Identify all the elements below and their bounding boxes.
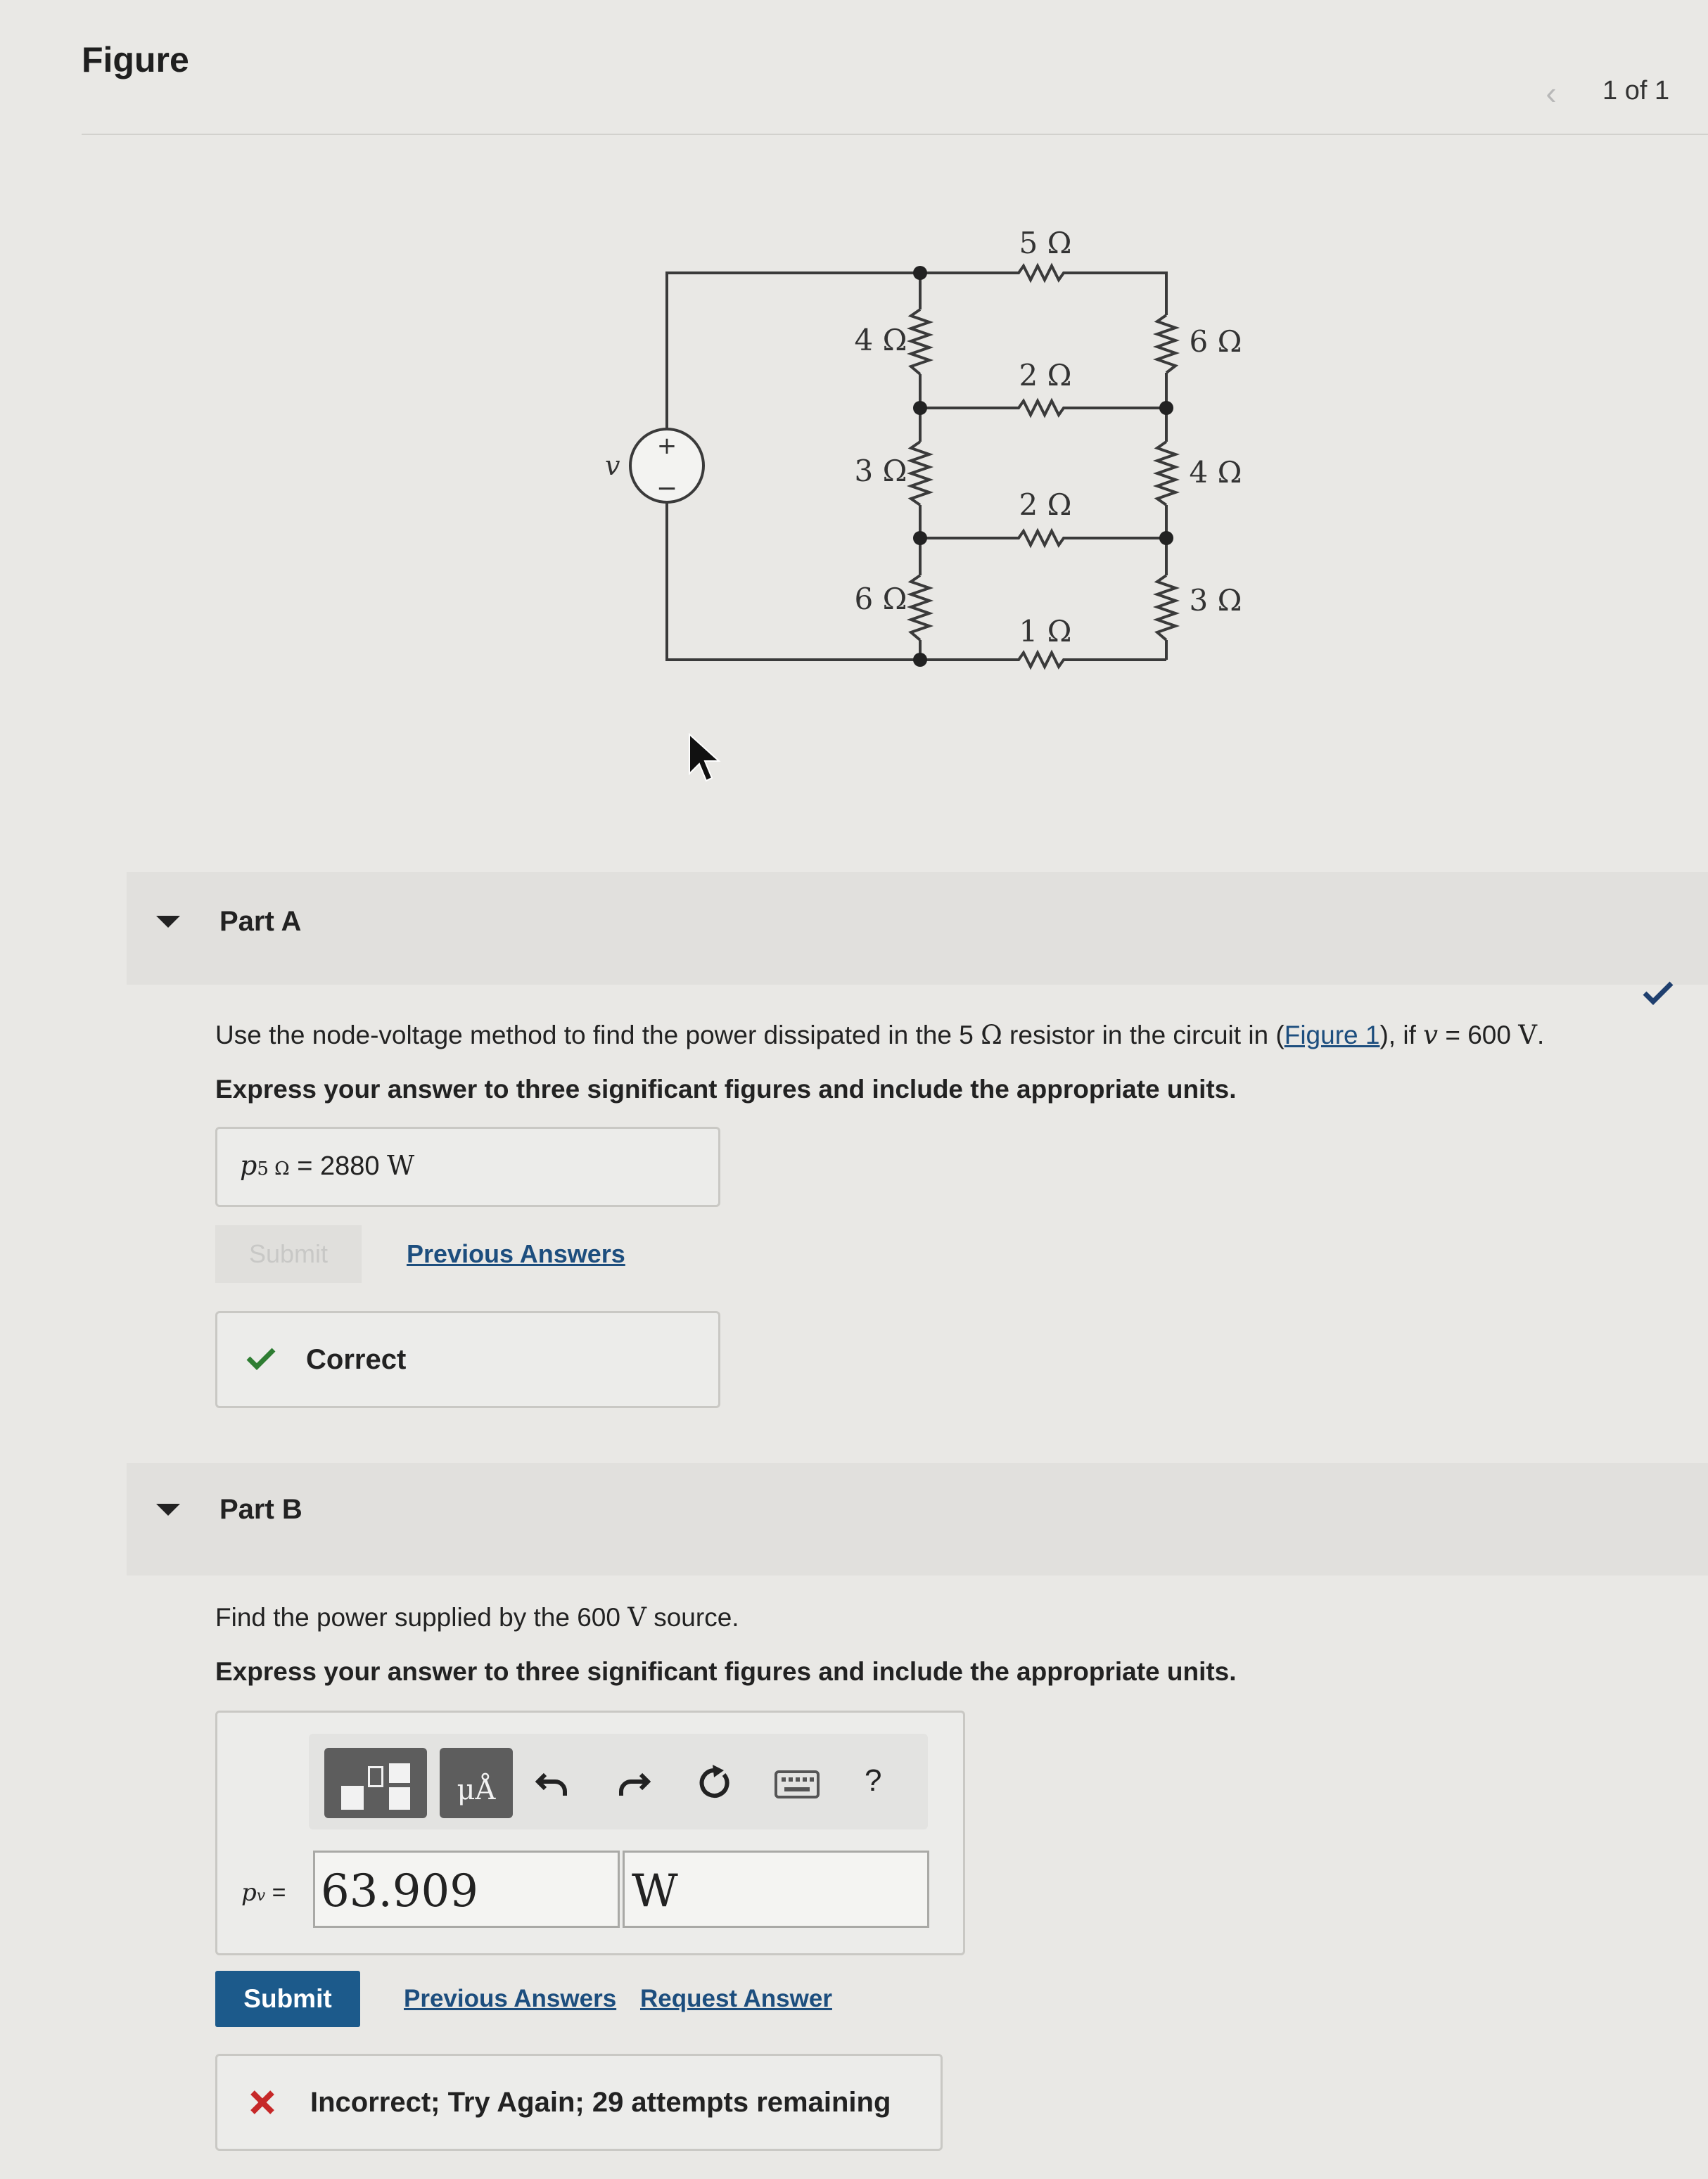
question-text-mid: resistor in the circuit in ( <box>1002 1021 1285 1049</box>
part-b-question <box>215 1602 739 1632</box>
units-button[interactable]: μÅ <box>440 1748 513 1818</box>
label-4ohm-left: 4 Ω <box>854 323 907 357</box>
keyboard-icon[interactable] <box>775 1770 820 1798</box>
mouse-cursor-icon <box>688 733 723 784</box>
part-b-answer-label <box>241 1879 286 1907</box>
caret-down-icon[interactable] <box>156 916 180 928</box>
answer-var: p <box>240 1150 257 1181</box>
label-1ohm: 1 Ω <box>1019 614 1072 648</box>
part-a-title: Part A <box>219 906 302 937</box>
resistor-4ohm-right <box>1157 442 1175 505</box>
part-a-feedback <box>215 1311 720 1408</box>
answer-unit: W <box>387 1150 415 1181</box>
voltage-unit: V <box>627 1602 646 1632</box>
redo-icon[interactable] <box>616 1768 651 1798</box>
part-a-check-icon <box>1642 979 1674 1006</box>
part-a-instruction: Express your answer to three significant figures and include the appropriate units. <box>215 1075 1237 1104</box>
undo-icon[interactable] <box>535 1768 571 1798</box>
answer-value: 2880 <box>320 1151 380 1181</box>
help-icon[interactable]: ? <box>865 1763 882 1798</box>
templates-icon[interactable] <box>324 1748 427 1818</box>
label-5ohm: 5 Ω <box>1019 226 1072 260</box>
source-minus: − <box>656 474 678 503</box>
feedback-incorrect-text: Incorrect; Try Again; 29 attempts remaining <box>310 2087 891 2118</box>
question-text: Use the node-voltage method to find the power dissipated in the 5 <box>215 1021 981 1049</box>
value-input[interactable] <box>313 1851 620 1928</box>
feedback-correct-text: Correct <box>306 1344 407 1375</box>
part-b-instruction: Express your answer to three significant figures and include the appropriate units. <box>215 1657 1237 1686</box>
part-b-header[interactable] <box>127 1463 1708 1576</box>
source-plus: + <box>656 432 677 460</box>
part-a-question <box>215 1020 1544 1050</box>
resistor-2ohm-lower <box>1006 531 1081 545</box>
part-b-feedback <box>215 2054 943 2151</box>
answer-sub: v <box>256 1887 266 1905</box>
part-a-answer <box>240 1150 414 1182</box>
part-b-answer-box <box>215 1711 965 1955</box>
label-4ohm-right: 4 Ω <box>1189 455 1242 490</box>
resistor-3ohm <box>911 442 929 505</box>
reset-icon[interactable] <box>696 1765 732 1801</box>
question-text-post: source. <box>646 1603 739 1632</box>
part-a-answer-box <box>215 1127 720 1207</box>
answer-sub: 5 Ω <box>257 1158 290 1180</box>
resistor-6ohm-left <box>911 575 929 640</box>
resistor-1ohm <box>1006 653 1081 667</box>
chevron-left-icon[interactable]: ‹ <box>1546 75 1557 111</box>
part-b-previous-answers-link[interactable]: Previous Answers <box>404 1985 617 2012</box>
part-b-submit-button[interactable]: Submit <box>215 1971 360 2027</box>
question-end: . <box>1536 1021 1545 1049</box>
units-text: W <box>632 1865 678 1917</box>
omega-symbol: Ω <box>981 1020 1002 1050</box>
question-text-post: ), if <box>1379 1021 1424 1049</box>
label-3ohm-left: 3 Ω <box>854 454 907 488</box>
figure-link[interactable]: Figure 1 <box>1284 1021 1380 1049</box>
answer-eq: = <box>289 1151 321 1181</box>
resistor-5ohm <box>1006 266 1081 280</box>
circuit-wires <box>667 266 1175 667</box>
question-text: Find the power supplied by the 600 <box>215 1603 628 1632</box>
label-6ohm-left: 6 Ω <box>854 582 907 616</box>
voltage-unit: V <box>1518 1020 1537 1050</box>
part-a-submit-button[interactable]: Submit <box>215 1225 362 1283</box>
resistor-6ohm-right <box>1157 315 1175 373</box>
question-eq: = 600 <box>1438 1021 1519 1049</box>
answer-eq: = <box>265 1879 286 1906</box>
error-x-icon <box>248 2088 276 2116</box>
pager-count: 1 of 1 <box>1602 76 1670 106</box>
value-text: 63.909 <box>321 1865 478 1917</box>
caret-down-icon[interactable] <box>156 1504 180 1516</box>
answer-var: p <box>241 1879 257 1907</box>
resistor-4ohm <box>911 309 929 374</box>
request-answer-link[interactable]: Request Answer <box>640 1985 832 2012</box>
source-label: v <box>605 450 620 481</box>
label-6ohm-right: 6 Ω <box>1189 324 1242 359</box>
units-input[interactable] <box>623 1851 929 1928</box>
divider <box>82 134 1708 135</box>
figure-title: Figure <box>82 40 189 79</box>
resistor-3ohm-right <box>1157 575 1175 640</box>
part-b-title: Part B <box>219 1494 302 1525</box>
resistor-2ohm-upper <box>1006 401 1081 415</box>
part-a-previous-answers-link[interactable]: Previous Answers <box>407 1239 625 1268</box>
voltage-variable: v <box>1423 1020 1439 1050</box>
label-2ohm-lower: 2 Ω <box>1019 487 1072 522</box>
check-icon <box>246 1346 276 1371</box>
label-2ohm-upper: 2 Ω <box>1019 358 1072 392</box>
label-3ohm-right: 3 Ω <box>1189 583 1242 618</box>
circuit-nodes <box>913 266 1173 667</box>
part-a-header[interactable] <box>127 872 1708 985</box>
circuit-diagram <box>591 211 1266 760</box>
